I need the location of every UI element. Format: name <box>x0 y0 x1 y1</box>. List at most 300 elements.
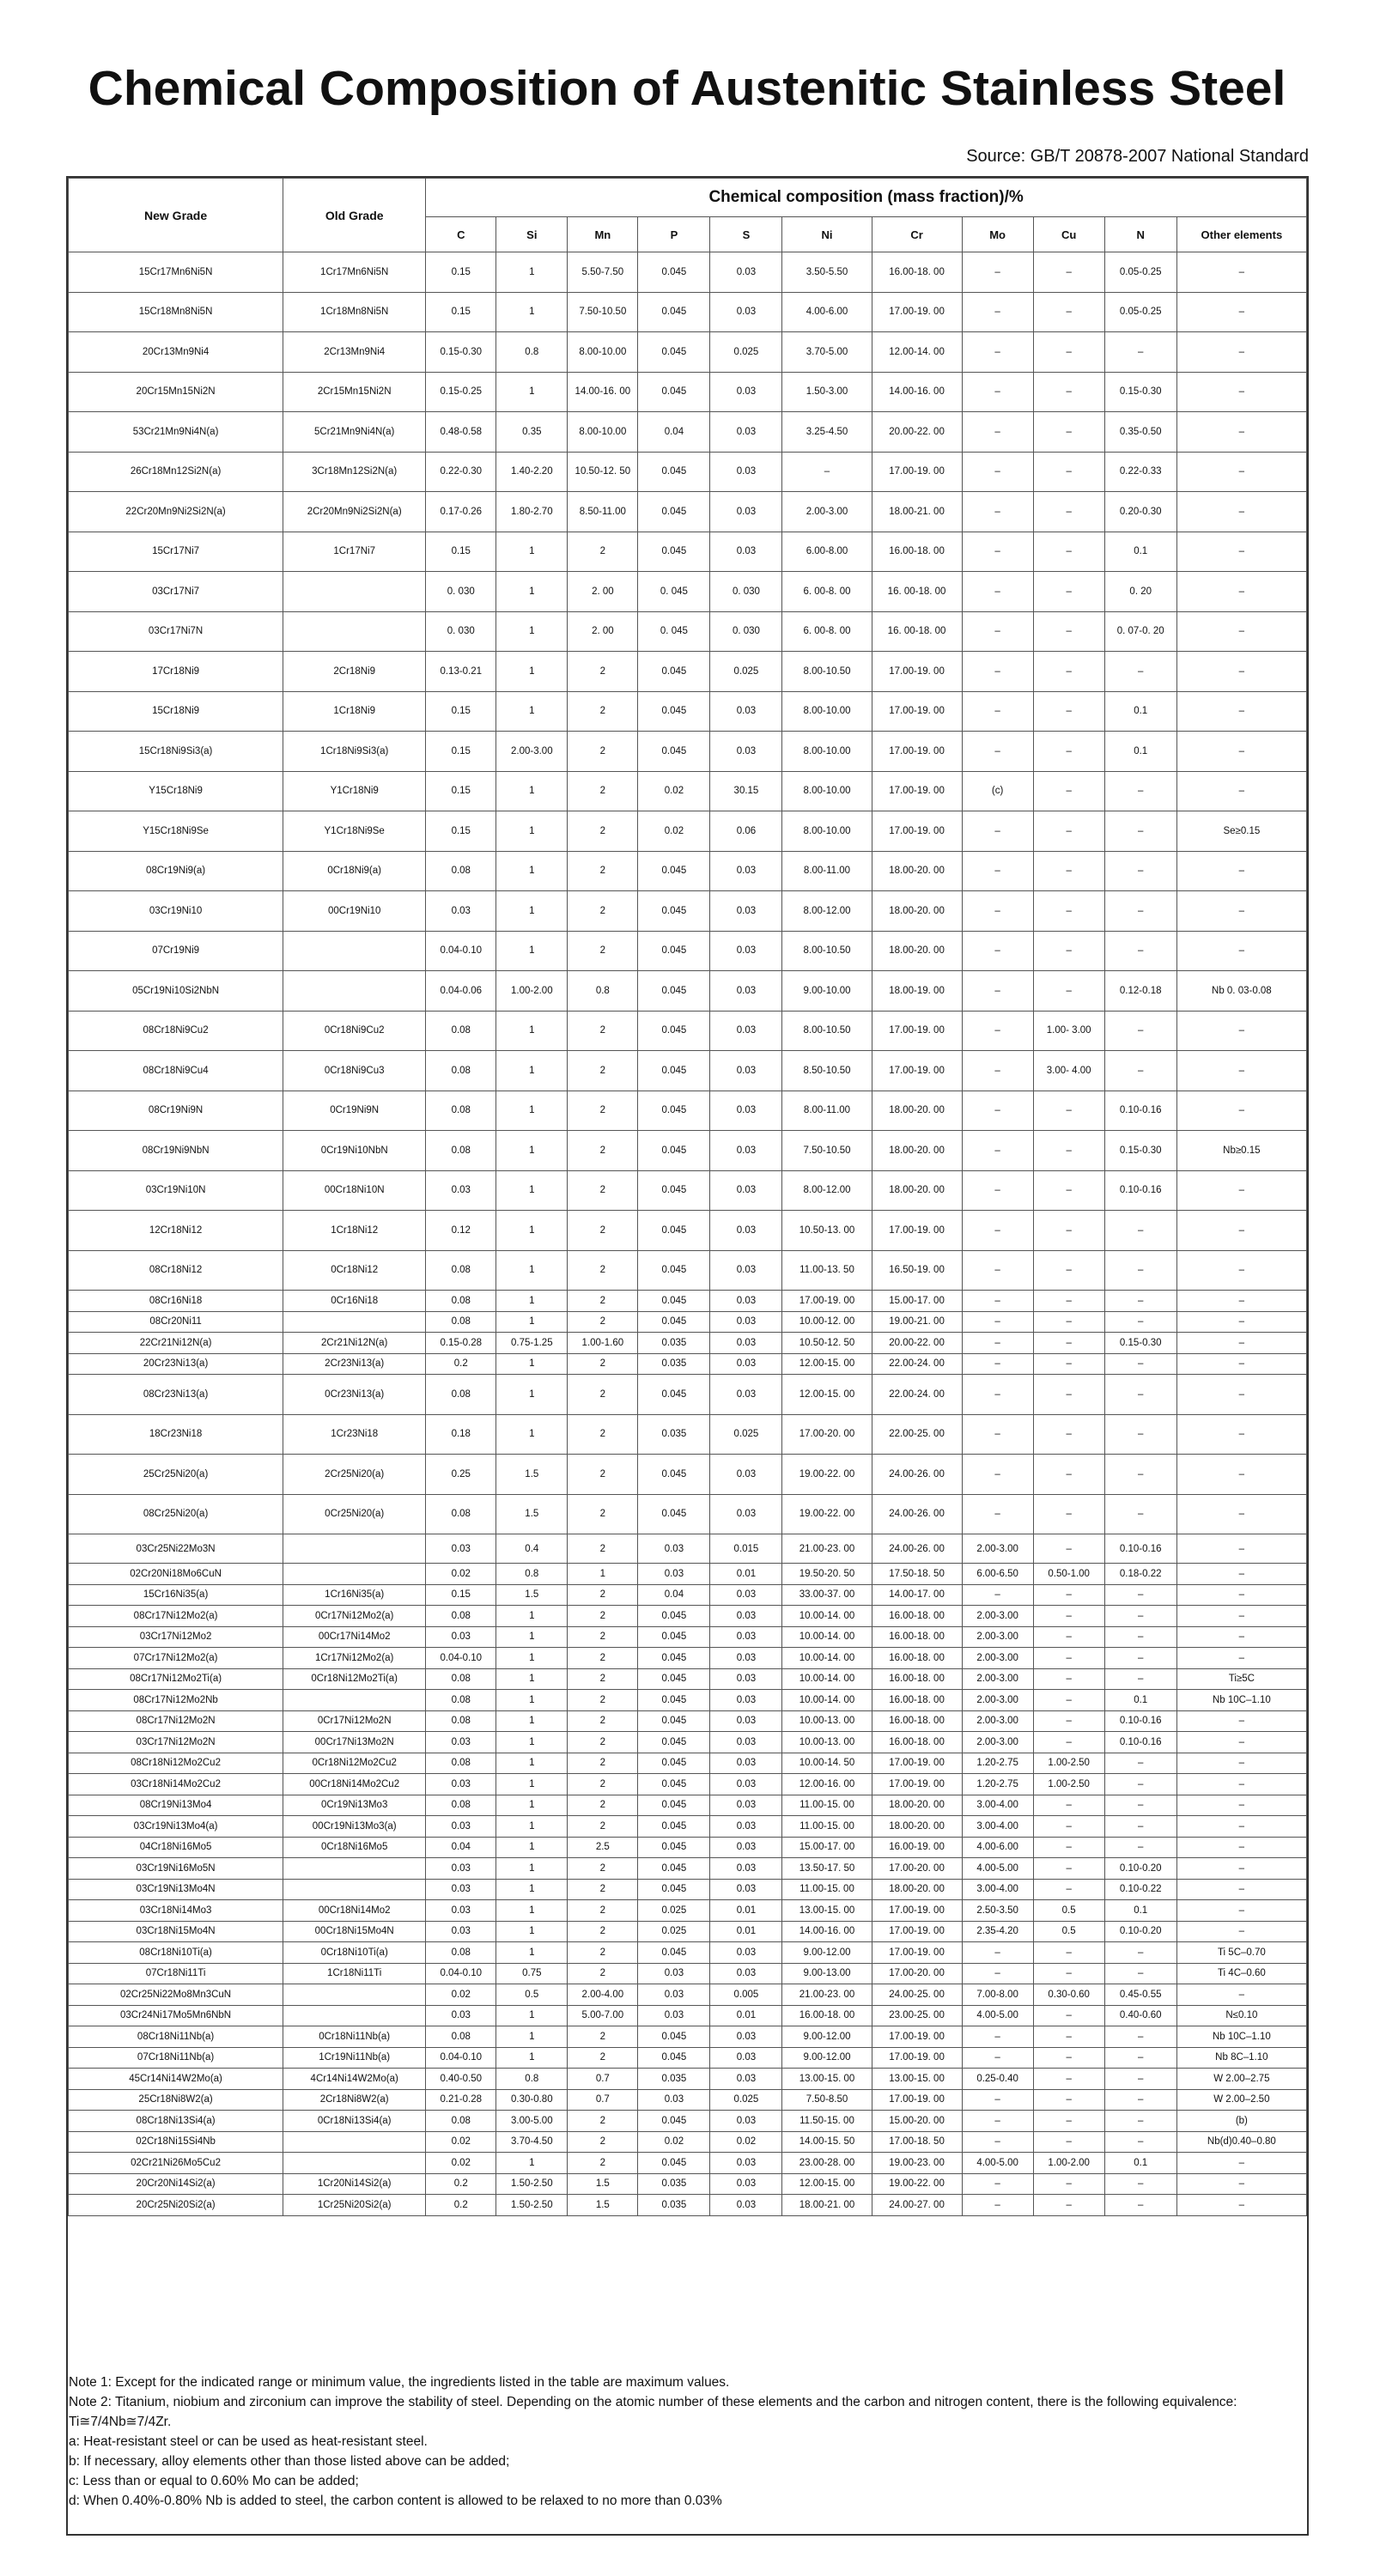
cell-other: – <box>1176 1626 1306 1648</box>
cell-ni: 10.00-14. 00 <box>782 1690 872 1711</box>
cell-new-grade: 25Cr25Ni20(a) <box>69 1455 283 1495</box>
cell-new-grade: 26Cr18Mn12Si2N(a) <box>69 452 283 492</box>
cell-c: 0.2 <box>426 2173 496 2195</box>
cell-other: – <box>1176 1984 1306 2006</box>
cell-ni: 11.50-15. 00 <box>782 2111 872 2132</box>
cell-mn: 2 <box>568 1858 638 1880</box>
cell-old-grade <box>283 1534 426 1564</box>
cell-ni: 10.00-14. 00 <box>782 1648 872 1669</box>
cell-other: – <box>1176 492 1306 532</box>
cell-ni: 12.00-16. 00 <box>782 1774 872 1795</box>
cell-si: 1 <box>496 691 568 732</box>
cell-n: 0.05-0.25 <box>1104 252 1176 293</box>
cell-cu: – <box>1033 1170 1104 1211</box>
cell-mo: – <box>962 2173 1033 2195</box>
cell-cu: – <box>1033 252 1104 293</box>
cell-mn: 2 <box>568 1250 638 1291</box>
cell-si: 1 <box>496 252 568 293</box>
cell-cr: 24.00-26. 00 <box>872 1534 962 1564</box>
cell-cr: 20.00-22. 00 <box>872 1333 962 1354</box>
cell-ni: 10.00-12. 00 <box>782 1311 872 1333</box>
cell-cu: – <box>1033 1311 1104 1333</box>
cell-ni: 7.50-8.50 <box>782 2089 872 2111</box>
cell-c: 0.12 <box>426 1211 496 1251</box>
cell-p: 0.045 <box>638 1455 710 1495</box>
cell-old-grade: Y1Cr18Ni9 <box>283 771 426 811</box>
cell-cr: 18.00-19. 00 <box>872 971 962 1012</box>
cell-mn: 0.7 <box>568 2069 638 2090</box>
cell-ni: 3.25-4.50 <box>782 412 872 453</box>
cell-old-grade: 00Cr19Ni10 <box>283 891 426 932</box>
cell-s: 0.03 <box>710 1584 782 1606</box>
cell-mn: 2 <box>568 1311 638 1333</box>
cell-n: 0. 07-0. 20 <box>1104 611 1176 652</box>
cell-n: – <box>1104 1311 1176 1333</box>
cell-c: 0.03 <box>426 1900 496 1922</box>
cell-other: – <box>1176 1648 1306 1669</box>
cell-cu: – <box>1033 2089 1104 2111</box>
cell-mn: 2 <box>568 1534 638 1564</box>
cell-mo: – <box>962 1942 1033 1964</box>
source-citation: Source: GB/T 20878-2007 National Standard <box>966 147 1309 166</box>
cell-new-grade: 15Cr18Ni9Si3(a) <box>69 732 283 772</box>
cell-new-grade: 02Cr21Ni26Mo5Cu2 <box>69 2153 283 2174</box>
cell-mn: 2 <box>568 1795 638 1816</box>
cell-mo: – <box>962 1584 1033 1606</box>
cell-other: (b) <box>1176 2111 1306 2132</box>
cell-c: 0.08 <box>426 1606 496 1627</box>
cell-cr: 16.00-18. 00 <box>872 1690 962 1711</box>
cell-cu: – <box>1033 891 1104 932</box>
cell-p: 0.04 <box>638 1584 710 1606</box>
header-composition-group: Chemical composition (mass fraction)/% <box>426 179 1307 217</box>
cell-ni: 4.00-6.00 <box>782 292 872 332</box>
cell-si: 1 <box>496 851 568 891</box>
table-row <box>69 2131 1307 2153</box>
cell-old-grade: 0Cr18Ni13Si4(a) <box>283 2111 426 2132</box>
header-new-grade: New Grade <box>69 179 283 252</box>
cell-cr: 22.00-25. 00 <box>872 1414 962 1455</box>
cell-ni: 6. 00-8. 00 <box>782 611 872 652</box>
cell-cr: 19.00-22. 00 <box>872 2173 962 2195</box>
cell-other: – <box>1176 931 1306 971</box>
cell-other: – <box>1176 1250 1306 1291</box>
cell-si: 1 <box>496 1626 568 1648</box>
header-p: P <box>638 217 710 252</box>
cell-s: 0.03 <box>710 1668 782 1690</box>
cell-p: 0.045 <box>638 492 710 532</box>
cell-n: – <box>1104 811 1176 852</box>
cell-p: 0.03 <box>638 2005 710 2026</box>
cell-si: 1 <box>496 771 568 811</box>
cell-c: 0.03 <box>426 1774 496 1795</box>
cell-mo: – <box>962 332 1033 373</box>
cell-s: 0.03 <box>710 1211 782 1251</box>
cell-mo: – <box>962 1333 1033 1354</box>
cell-cu: – <box>1033 1291 1104 1312</box>
cell-c: 0.03 <box>426 1879 496 1900</box>
cell-mn: 5.50-7.50 <box>568 252 638 293</box>
cell-mo: 6.00-6.50 <box>962 1564 1033 1585</box>
cell-mo: – <box>962 1311 1033 1333</box>
cell-p: 0.045 <box>638 652 710 692</box>
cell-n: 0.12-0.18 <box>1104 971 1176 1012</box>
cell-other: N≤0.10 <box>1176 2005 1306 2026</box>
cell-mn: 2 <box>568 1494 638 1534</box>
table-row <box>69 292 1307 332</box>
cell-si: 1.5 <box>496 1455 568 1495</box>
cell-n: 0.1 <box>1104 732 1176 772</box>
cell-c: 0.03 <box>426 1816 496 1838</box>
cell-si: 3.70-4.50 <box>496 2131 568 2153</box>
cell-old-grade: 0Cr17Ni12Mo2N <box>283 1710 426 1732</box>
cell-ni: 8.00-11.00 <box>782 851 872 891</box>
cell-cr: 16.00-18. 00 <box>872 532 962 572</box>
cell-c: 0.25 <box>426 1455 496 1495</box>
cell-other: – <box>1176 891 1306 932</box>
cell-new-grade: 22Cr20Mn9Ni2Si2N(a) <box>69 492 283 532</box>
cell-n: – <box>1104 1494 1176 1534</box>
cell-mo: – <box>962 2089 1033 2111</box>
cell-new-grade: 08Cr18Ni12Mo2Cu2 <box>69 1753 283 1774</box>
cell-other: – <box>1176 1774 1306 1795</box>
table-row <box>69 2005 1307 2026</box>
cell-mn: 2.00-4.00 <box>568 1984 638 2006</box>
cell-mn: 1.5 <box>568 2195 638 2216</box>
cell-s: 0.03 <box>710 372 782 412</box>
cell-si: 1 <box>496 1250 568 1291</box>
cell-p: 0.045 <box>638 1795 710 1816</box>
cell-si: 1.50-2.50 <box>496 2195 568 2216</box>
table-row <box>69 1816 1307 1838</box>
cell-si: 0.8 <box>496 2069 568 2090</box>
cell-p: 0.035 <box>638 1414 710 1455</box>
table-row <box>69 1774 1307 1795</box>
cell-mo: 4.00-5.00 <box>962 2153 1033 2174</box>
cell-ni: 8.00-10.50 <box>782 931 872 971</box>
cell-s: 0.03 <box>710 1837 782 1858</box>
cell-s: 0.03 <box>710 532 782 572</box>
cell-old-grade: 00Cr18Ni15Mo4N <box>283 1921 426 1942</box>
cell-n: 0.10-0.22 <box>1104 1879 1176 1900</box>
cell-new-grade: 03Cr17Ni7N <box>69 611 283 652</box>
cell-cr: 16.00-18. 00 <box>872 1710 962 1732</box>
cell-p: 0.045 <box>638 2026 710 2048</box>
cell-cr: 17.00-19. 00 <box>872 1051 962 1091</box>
cell-c: 0.08 <box>426 1051 496 1091</box>
cell-other: – <box>1176 1011 1306 1051</box>
cell-old-grade: 1Cr17Mn6Ni5N <box>283 252 426 293</box>
cell-mo: 1.20-2.75 <box>962 1753 1033 1774</box>
cell-c: 0.17-0.26 <box>426 492 496 532</box>
cell-cu: – <box>1033 1732 1104 1753</box>
cell-new-grade: 03Cr18Ni14Mo3 <box>69 1900 283 1922</box>
cell-n: – <box>1104 1816 1176 1838</box>
cell-other: – <box>1176 1606 1306 1627</box>
cell-si: 1.40-2.20 <box>496 452 568 492</box>
cell-mn: 2 <box>568 732 638 772</box>
cell-new-grade: 03Cr18Ni14Mo2Cu2 <box>69 1774 283 1795</box>
cell-new-grade: 53Cr21Mn9Ni4N(a) <box>69 412 283 453</box>
cell-s: 0.025 <box>710 332 782 373</box>
cell-new-grade: 20Cr15Mn15Ni2N <box>69 372 283 412</box>
cell-ni: 10.00-14. 00 <box>782 1668 872 1690</box>
cell-n: 0.1 <box>1104 1900 1176 1922</box>
cell-new-grade: 03Cr24Ni17Mo5Mn6NbN <box>69 2005 283 2026</box>
cell-si: 1 <box>496 2153 568 2174</box>
cell-cr: 24.00-26. 00 <box>872 1455 962 1495</box>
cell-s: 0.025 <box>710 1414 782 1455</box>
cell-c: 0.15 <box>426 691 496 732</box>
cell-si: 0.75 <box>496 1963 568 1984</box>
cell-mn: 2 <box>568 2026 638 2048</box>
cell-other: – <box>1176 771 1306 811</box>
header-s: S <box>710 217 782 252</box>
cell-cu: – <box>1033 1250 1104 1291</box>
cell-si: 1.5 <box>496 1584 568 1606</box>
cell-ni: 9.00-12.00 <box>782 1942 872 1964</box>
cell-ni: 19.00-22. 00 <box>782 1494 872 1534</box>
cell-ni: 14.00-16. 00 <box>782 1921 872 1942</box>
cell-s: 0.03 <box>710 1051 782 1091</box>
cell-other: – <box>1176 1753 1306 1774</box>
cell-s: 0.03 <box>710 1375 782 1415</box>
cell-p: 0.035 <box>638 2173 710 2195</box>
cell-p: 0.03 <box>638 1564 710 1585</box>
cell-ni: 13.50-17. 50 <box>782 1858 872 1880</box>
cell-old-grade: 2Cr25Ni20(a) <box>283 1455 426 1495</box>
cell-other: W 2.00–2.50 <box>1176 2089 1306 2111</box>
cell-p: 0.045 <box>638 2111 710 2132</box>
cell-ni: 23.00-28. 00 <box>782 2153 872 2174</box>
cell-mo: – <box>962 492 1033 532</box>
cell-si: 1 <box>496 1091 568 1131</box>
cell-old-grade: 0Cr23Ni13(a) <box>283 1375 426 1415</box>
cell-other: – <box>1176 1455 1306 1495</box>
cell-old-grade: 00Cr17Ni14Mo2 <box>283 1626 426 1648</box>
cell-si: 1 <box>496 1353 568 1375</box>
cell-old-grade: 1Cr19Ni11Nb(a) <box>283 2047 426 2069</box>
cell-si: 1 <box>496 811 568 852</box>
cell-s: 0.02 <box>710 2131 782 2153</box>
cell-si: 2.00-3.00 <box>496 732 568 772</box>
cell-s: 0.025 <box>710 2089 782 2111</box>
cell-p: 0.02 <box>638 811 710 852</box>
table-row <box>69 452 1307 492</box>
cell-old-grade: 0Cr18Ni12 <box>283 1250 426 1291</box>
cell-mn: 2 <box>568 771 638 811</box>
cell-mo: – <box>962 1011 1033 1051</box>
cell-cr: 12.00-14. 00 <box>872 332 962 373</box>
cell-s: 0.03 <box>710 2047 782 2069</box>
cell-new-grade: 15Cr18Ni9 <box>69 691 283 732</box>
cell-p: 0.045 <box>638 1879 710 1900</box>
cell-p: 0.045 <box>638 1732 710 1753</box>
cell-ni: 8.00-10.00 <box>782 691 872 732</box>
cell-c: 0.02 <box>426 1564 496 1585</box>
cell-s: 0.03 <box>710 412 782 453</box>
cell-cr: 24.00-26. 00 <box>872 1494 962 1534</box>
cell-n: – <box>1104 1011 1176 1051</box>
cell-si: 1.00-2.00 <box>496 971 568 1012</box>
cell-cr: 16.00-18. 00 <box>872 1732 962 1753</box>
table-row <box>69 1690 1307 1711</box>
cell-other: – <box>1176 412 1306 453</box>
cell-other: – <box>1176 452 1306 492</box>
cell-other: – <box>1176 1837 1306 1858</box>
cell-new-grade: 03Cr18Ni15Mo4N <box>69 1921 283 1942</box>
cell-ni: 21.00-23. 00 <box>782 1984 872 2006</box>
cell-new-grade: 08Cr19Ni9N <box>69 1091 283 1131</box>
table-row <box>69 691 1307 732</box>
cell-old-grade: 00Cr19Ni13Mo3(a) <box>283 1816 426 1838</box>
cell-p: 0.02 <box>638 2131 710 2153</box>
cell-si: 1.80-2.70 <box>496 492 568 532</box>
cell-new-grade: 08Cr19Ni9NbN <box>69 1131 283 1171</box>
cell-p: 0.045 <box>638 532 710 572</box>
cell-p: 0.045 <box>638 1211 710 1251</box>
table-row <box>69 1879 1307 1900</box>
cell-s: 0.03 <box>710 1494 782 1534</box>
cell-ni: 10.00-14. 50 <box>782 1753 872 1774</box>
cell-c: 0.2 <box>426 2195 496 2216</box>
cell-p: 0.045 <box>638 332 710 373</box>
cell-new-grade: 08Cr18Ni13Si4(a) <box>69 2111 283 2132</box>
cell-si: 1 <box>496 1211 568 1251</box>
cell-cu: – <box>1033 1606 1104 1627</box>
cell-s: 0.03 <box>710 2173 782 2195</box>
table-row <box>69 611 1307 652</box>
table-row <box>69 652 1307 692</box>
cell-other: Nb(d)0.40–0.80 <box>1176 2131 1306 2153</box>
cell-s: 0.03 <box>710 2111 782 2132</box>
table-row <box>69 1900 1307 1922</box>
cell-s: 0.01 <box>710 1900 782 1922</box>
table-row <box>69 811 1307 852</box>
cell-other: – <box>1176 532 1306 572</box>
table-row <box>69 1211 1307 1251</box>
cell-s: 0.03 <box>710 1626 782 1648</box>
cell-p: 0.03 <box>638 1534 710 1564</box>
cell-si: 1 <box>496 1710 568 1732</box>
cell-mo: – <box>962 652 1033 692</box>
cell-p: 0.02 <box>638 771 710 811</box>
table-row <box>69 1170 1307 1211</box>
cell-cu: – <box>1033 1626 1104 1648</box>
table-row <box>69 1668 1307 1690</box>
cell-new-grade: 08Cr18Ni9Cu4 <box>69 1051 283 1091</box>
cell-p: 0.045 <box>638 691 710 732</box>
cell-old-grade <box>283 1858 426 1880</box>
table-row <box>69 572 1307 612</box>
cell-n: 0.22-0.33 <box>1104 452 1176 492</box>
cell-s: 0.03 <box>710 2153 782 2174</box>
cell-s: 0.03 <box>710 2069 782 2090</box>
cell-si: 0.30-0.80 <box>496 2089 568 2111</box>
cell-mn: 2 <box>568 1011 638 1051</box>
cell-cu: 1.00-2.50 <box>1033 1774 1104 1795</box>
cell-cu: 0.30-0.60 <box>1033 1984 1104 2006</box>
table-row <box>69 2047 1307 2069</box>
cell-s: 0.03 <box>710 931 782 971</box>
cell-new-grade: 08Cr19Ni13Mo4 <box>69 1795 283 1816</box>
cell-ni: 3.70-5.00 <box>782 332 872 373</box>
cell-mn: 1 <box>568 1564 638 1585</box>
cell-p: 0.025 <box>638 1921 710 1942</box>
cell-cr: 17.00-19. 00 <box>872 1774 962 1795</box>
cell-old-grade: 2Cr18Ni8W2(a) <box>283 2089 426 2111</box>
cell-cu: – <box>1033 2173 1104 2195</box>
cell-s: 0.03 <box>710 1333 782 1354</box>
cell-mn: 2 <box>568 1690 638 1711</box>
cell-n: – <box>1104 652 1176 692</box>
cell-other: – <box>1176 1291 1306 1312</box>
table-row <box>69 2195 1307 2216</box>
cell-cr: 17.00-19. 00 <box>872 732 962 772</box>
cell-p: 0.035 <box>638 2069 710 2090</box>
cell-cr: 16.50-19. 00 <box>872 1250 962 1291</box>
cell-p: 0.045 <box>638 1131 710 1171</box>
note-line: Note 2: Titanium, niobium and zirconium can improve the stability of steel. Depending on the atomic number of these elements and the carbon and nitrogen content, there is the following equivalence: Ti≅7/4Nb≅7/4Zr. <box>69 2395 1237 2429</box>
cell-s: 0.03 <box>710 1606 782 1627</box>
cell-new-grade: 07Cr18Ni11Nb(a) <box>69 2047 283 2069</box>
cell-p: 0.045 <box>638 2153 710 2174</box>
cell-cu: – <box>1033 771 1104 811</box>
cell-new-grade: 22Cr21Ni12N(a) <box>69 1333 283 1354</box>
cell-s: 0.03 <box>710 492 782 532</box>
cell-ni: 10.00-14. 00 <box>782 1626 872 1648</box>
cell-ni: 16.00-18. 00 <box>782 2005 872 2026</box>
cell-other: – <box>1176 1494 1306 1534</box>
cell-cr: 23.00-25. 00 <box>872 2005 962 2026</box>
cell-old-grade <box>283 2153 426 2174</box>
table-row <box>69 2069 1307 2090</box>
cell-new-grade: 03Cr17Ni7 <box>69 572 283 612</box>
cell-p: 0. 045 <box>638 611 710 652</box>
cell-s: 0.025 <box>710 652 782 692</box>
cell-mo: – <box>962 412 1033 453</box>
table-row <box>69 2153 1307 2174</box>
cell-ni: 18.00-21. 00 <box>782 2195 872 2216</box>
cell-old-grade: 1Cr20Ni14Si2(a) <box>283 2173 426 2195</box>
cell-cr: 19.00-23. 00 <box>872 2153 962 2174</box>
cell-cu: 0.50-1.00 <box>1033 1564 1104 1585</box>
cell-new-grade: 03Cr19Ni13Mo4(a) <box>69 1816 283 1838</box>
cell-s: 0.03 <box>710 1311 782 1333</box>
cell-other: – <box>1176 1584 1306 1606</box>
cell-si: 0.8 <box>496 332 568 373</box>
cell-p: 0.045 <box>638 1170 710 1211</box>
cell-cr: 17.00-19. 00 <box>872 1211 962 1251</box>
cell-p: 0.045 <box>638 1606 710 1627</box>
cell-cu: – <box>1033 2195 1104 2216</box>
cell-cr: 17.00-19. 00 <box>872 2089 962 2111</box>
header-cu: Cu <box>1033 217 1104 252</box>
cell-cu: – <box>1033 931 1104 971</box>
cell-new-grade: 03Cr17Ni12Mo2 <box>69 1626 283 1648</box>
cell-other: – <box>1176 1375 1306 1415</box>
cell-mo: – <box>962 1131 1033 1171</box>
cell-cu: – <box>1033 2111 1104 2132</box>
cell-n: – <box>1104 1250 1176 1291</box>
cell-p: 0.045 <box>638 851 710 891</box>
cell-s: 0.03 <box>710 1291 782 1312</box>
cell-cr: 16. 00-18. 00 <box>872 572 962 612</box>
cell-new-grade: 07Cr17Ni12Mo2(a) <box>69 1648 283 1669</box>
cell-other: – <box>1176 1353 1306 1375</box>
table-row <box>69 1795 1307 1816</box>
cell-p: 0.045 <box>638 2047 710 2069</box>
